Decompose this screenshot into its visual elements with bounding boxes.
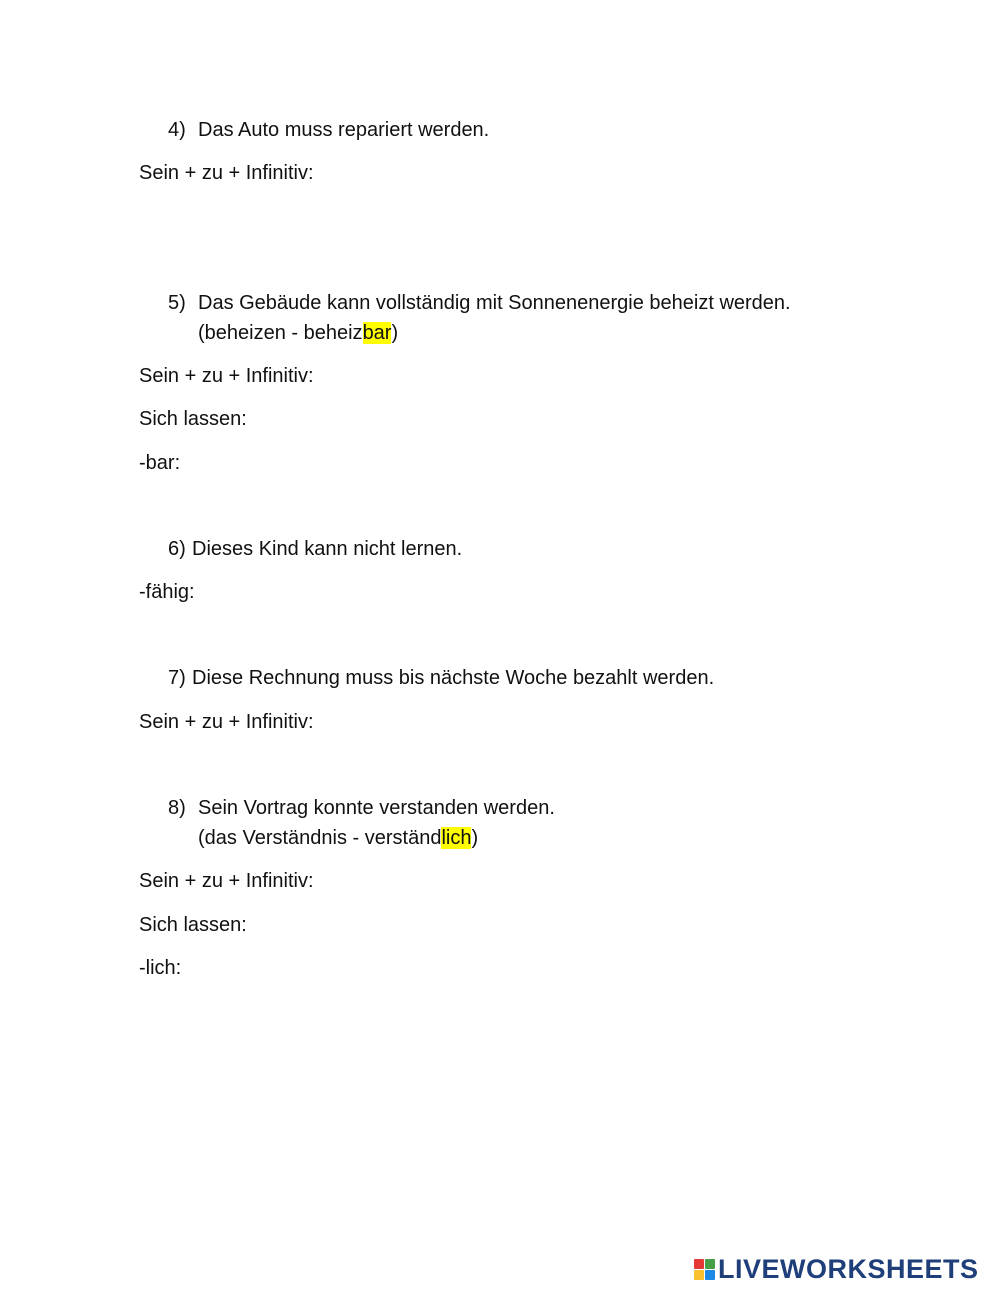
liveworksheets-logo	[694, 1254, 979, 1284]
exercise-5-hint	[198, 320, 398, 346]
hint-highlight: bar	[362, 322, 392, 344]
exercise-4-sentence: Das Auto muss repariert werden.	[198, 119, 490, 141]
exercise-7-number: 7)	[168, 667, 186, 689]
exercise-5-sentence: Das Gebäude kann vollständig mit Sonnenenergie beheizt werden.	[198, 292, 791, 314]
exercise-8-hint	[198, 825, 478, 851]
hint-text-end: )	[471, 827, 479, 849]
exercise-6-number: 6)	[168, 538, 186, 560]
prompt-sein-zu-infinitiv-8: Sein + zu + Infinitiv:	[139, 870, 314, 892]
prompt-faehig: -fähig:	[139, 581, 195, 603]
prompt-sein-zu-infinitiv-5: Sein + zu + Infinitiv:	[139, 365, 314, 387]
hint-text-end: )	[391, 322, 399, 344]
logo-square-icon	[694, 1259, 704, 1269]
exercise-8-sentence: Sein Vortrag konnte verstanden werden.	[198, 797, 555, 819]
prompt-sich-lassen-8: Sich lassen:	[139, 914, 247, 936]
logo-square-icon	[705, 1259, 715, 1269]
hint-text: (das Verständnis - verständ	[198, 827, 442, 849]
exercise-5-number: 5)	[168, 292, 186, 314]
prompt-sich-lassen-5: Sich lassen:	[139, 408, 247, 430]
logo-square-icon	[694, 1270, 704, 1280]
hint-text: (beheizen - beheiz	[198, 322, 363, 344]
exercise-7-sentence: Diese Rechnung muss bis nächste Woche bezahlt werden.	[192, 667, 715, 689]
prompt-bar: -bar:	[139, 452, 181, 474]
exercise-6-sentence: Dieses Kind kann nicht lernen.	[192, 538, 463, 560]
prompt-sein-zu-infinitiv-4: Sein + zu + Infinitiv:	[139, 162, 314, 184]
logo-square-icon	[705, 1270, 715, 1280]
exercise-8-number: 8)	[168, 797, 186, 819]
exercise-4-number: 4)	[168, 119, 186, 141]
logo-text: LIVEWORKSHEETS	[718, 1254, 979, 1284]
hint-highlight: lich	[441, 827, 472, 849]
prompt-sein-zu-infinitiv-7: Sein + zu + Infinitiv:	[139, 711, 314, 733]
logo-mark-icon	[694, 1259, 715, 1280]
prompt-lich: -lich:	[139, 957, 182, 979]
